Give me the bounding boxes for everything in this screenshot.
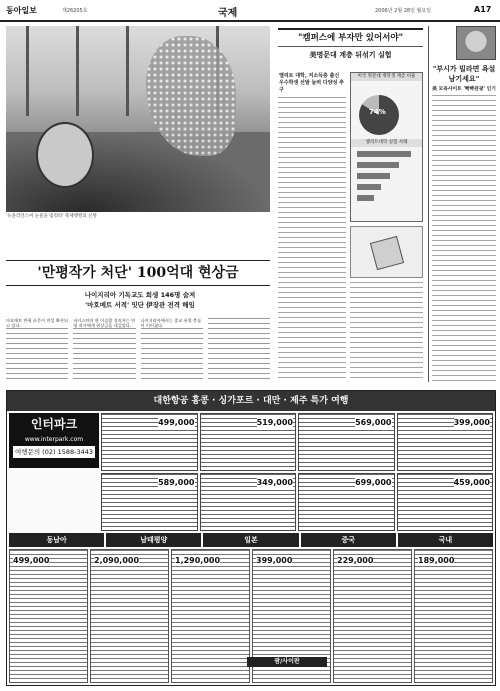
ad-package-grid [101,413,493,531]
box-illustration [370,236,404,270]
tree-trunk [126,26,129,116]
ad-price: 499,000 [13,556,50,565]
graphic-bar [357,151,411,157]
ad-price: 2,090,000 [94,556,140,565]
section-title: 국제 [218,8,238,19]
masthead [0,0,500,22]
right-story-header [278,28,423,60]
ad-package [101,413,198,471]
right-story-lead: 엘리트 대학, 저소득층 출신 우수학생 선발 늘려 다양성 추구 [278,72,346,95]
graphic-bar [357,162,399,168]
tree-trunk [26,26,29,116]
side-headline: "부시가 빌라면 욕설 남기세요" [432,65,496,83]
ad-package [200,473,297,531]
article-paragraph: 파키스탄의 한 이슬람 성직자는 만평 작가에게 현상금을 내걸었다. [73,318,136,328]
ad-brand-block [9,413,99,468]
ad-package [397,413,494,471]
ad-price: 399,000 [256,556,293,565]
ad-region: 중국 [301,533,396,547]
ad-region: 국내 [398,533,493,547]
ad-package [200,413,297,471]
graphic-bar [357,195,374,201]
article-column [141,318,203,383]
ad-listing [333,549,412,683]
tree-trunk [76,26,79,116]
ad-region: 동남아 [9,533,104,547]
ad-package [101,473,198,531]
portrait-photo [456,26,496,60]
ad-brand-name: 인터파크 [30,417,78,431]
ad-price: 189,000 [418,556,455,565]
ad-price: 349,000 [256,478,293,487]
article-paragraph: 마호메트 만평 파문이 연일 확산되고 있다. [6,318,68,328]
graphic-bar [357,173,390,179]
info-graphic [350,72,423,222]
article-paragraph: 나이지리아에서는 종교 유혈 충돌이 이어졌다. [140,318,202,328]
graphic-subtitle: 엘리트대학 실험 사례 [351,139,422,147]
main-headline-box [6,260,270,286]
subhead-line-2: '마호메트 서적' 잇단 伊장관 전격 해임 [85,301,195,309]
ad-region: 일본 [203,533,298,547]
graphic-bars [357,151,417,211]
ad-region-headers [9,533,493,547]
ad-url: www.interpark.com [24,436,84,443]
main-article-body [6,318,270,383]
ad-sub-banner: 괌/사이판 [247,657,327,667]
graphic-bar [357,184,381,190]
illustration [350,226,423,278]
right-story-headline: "캠퍼스에 부자만 있어서야" [278,28,423,47]
side-column [428,26,496,382]
subhead-line-1: 나이지리아 기독교도 희생 146명 숨져 [84,291,196,299]
ad-price: 1,290,000 [175,556,221,565]
ad-listing [171,549,250,683]
ad-price: 569,000 [355,418,392,427]
ad-price: 229,000 [337,556,374,565]
reveler-face [36,122,94,188]
newspaper-name: 동아일보 [6,6,37,15]
ad-price: 699,000 [355,478,392,487]
article-column [208,318,270,383]
ad-price: 399,000 [453,418,490,427]
ad-phone: 여행문의 (02) 1588-3443 [14,448,94,456]
right-story-body [278,72,346,382]
side-article-body [432,95,496,385]
ad-region: 남태평양 [106,533,201,547]
graphic-percentage: 74% [369,108,386,116]
ad-listing [414,549,493,683]
graphic-title: 미국 명문대 재학생 계층 비율 [351,73,422,81]
ad-banner: 대한항공 홍콩 · 싱가포르 · 대만 · 제주 특가 여행 [7,391,495,411]
ad-listing [90,549,169,683]
travel-advertisement [6,390,496,686]
ad-price: 459,000 [453,478,490,487]
article-column [6,318,68,383]
ad-price: 499,000 [158,418,195,427]
article-column [73,318,135,383]
page-number: A17 [474,5,492,14]
main-headline: '만평작가 처단' 100억대 현상금 [37,265,239,281]
parade-photo [6,26,270,212]
photo-caption: '뉴올리언스여 눈물을 멈춰라' 축제행렬의 신명 [6,214,97,219]
ad-listing [9,549,88,683]
ad-package [397,473,494,531]
issue-number: 제26205호 [62,8,88,14]
ad-package [298,473,395,531]
main-subhead [70,290,210,310]
issue-date: 2006년 2월 28일 월요일 [375,8,432,14]
ad-price: 589,000 [158,478,195,487]
ad-package [298,413,395,471]
right-story-body-continued [350,282,423,382]
right-story-subhead: 美명문대 계층 뒤섞기 실험 [309,51,392,59]
side-subhead: 美 모욕사이트 '빡빡관광' 인기 [432,87,496,92]
ad-price: 519,000 [256,418,293,427]
